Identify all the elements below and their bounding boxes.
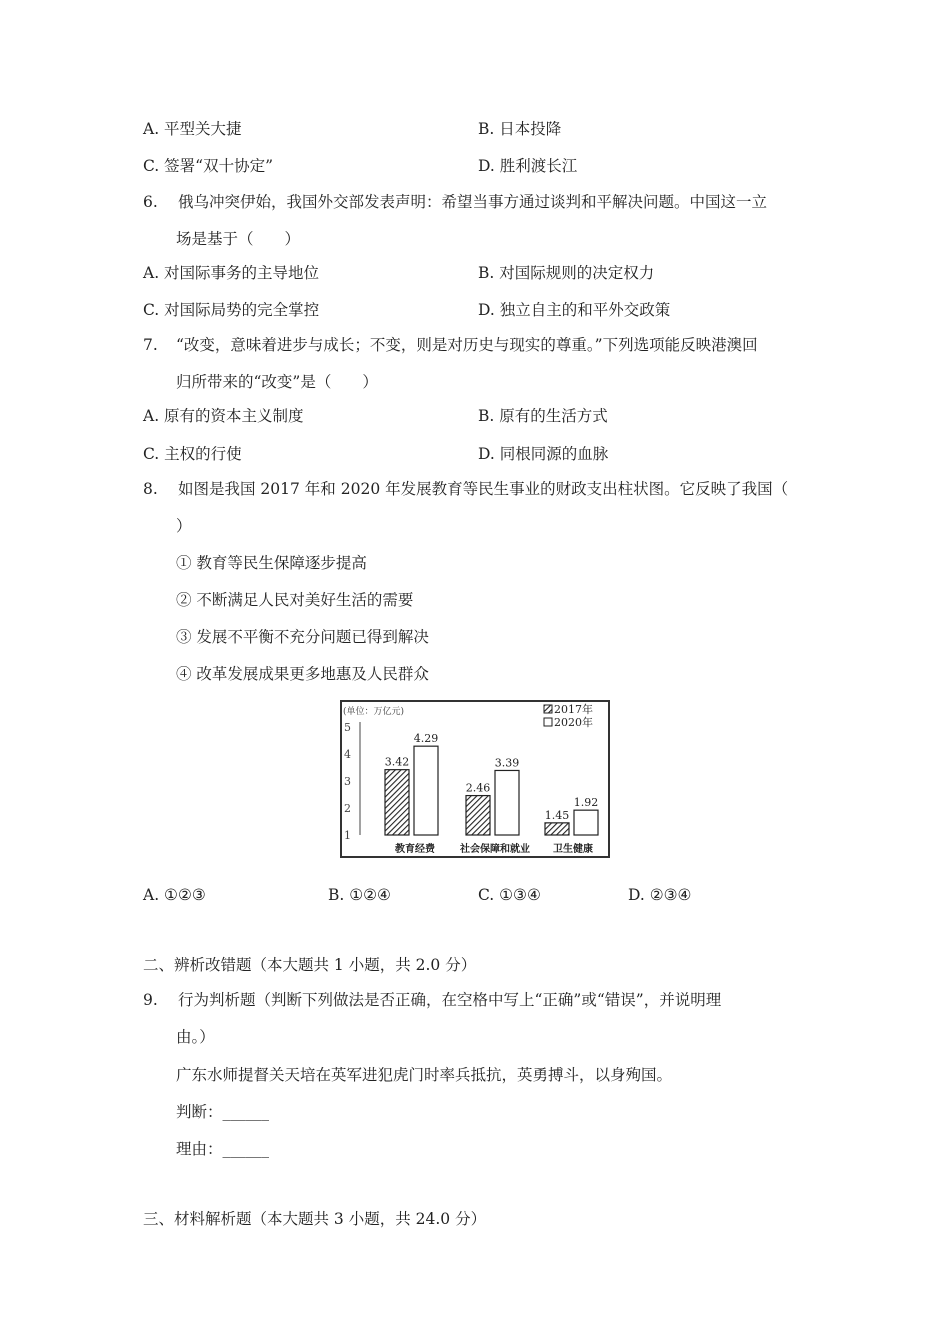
bar-value-label: 3.42 [384,755,410,769]
bar-2020 [574,810,598,835]
q8-option-a: A. ①②③ [143,886,206,904]
q9-judge-blank: 判断：______ [176,1103,270,1121]
category-label: 卫生健康 [553,844,593,855]
category-label: 教育经费 [395,844,435,855]
q6-stem-line2: 场是基于（ ） [176,230,301,248]
bars-group [385,732,599,835]
q9-reason-blank: 理由：______ [176,1140,270,1158]
q8-stem-line2: ） [176,517,192,535]
q5-option-b: B. 日本投降 [478,120,562,138]
q5-option-d: D. 胜利渡长江 [478,157,578,175]
legend-2017-swatch [544,705,552,713]
y-tick-label: 1 [344,829,351,842]
q8-statement-4: ④ 改革发展成果更多地惠及人民群众 [176,665,429,683]
bar-2017 [545,823,569,835]
q6-option-d: D. 独立自主的和平外交政策 [478,301,671,319]
legend-2020-swatch [544,718,552,726]
q8-statement-1: ① 教育等民生保障逐步提高 [176,554,367,572]
bar-value-label: 3.39 [494,756,520,770]
q7-option-c: C. 主权的行使 [143,445,242,463]
bar-2020 [414,746,438,835]
q7-option-b: B. 原有的生活方式 [478,407,608,425]
q8-statement-3: ③ 发展不平衡不充分问题已得到解决 [176,628,429,646]
q7-option-a: A. 原有的资本主义制度 [143,407,304,425]
bar-2017 [385,770,409,835]
section2-title: 二、辨析改错题（本大题共 1 小题，共 2.0 分） [143,956,477,974]
bar-value-label: 1.45 [544,808,570,822]
legend-2017-label: 2017年 [554,703,593,716]
q8-number: 8. [143,480,158,498]
bar-chart [340,700,610,858]
q7-number: 7. [143,336,158,354]
y-tick-label: 2 [344,802,351,815]
q6-option-b: B. 对国际规则的决定权力 [478,264,655,282]
q5-option-c: C. 签署“双十协定” [143,157,274,175]
q9-statement: 广东水师提督关天培在英军进犯虎门时率兵抵抗，英勇搏斗，以身殉国。 [176,1066,673,1084]
q6-number: 6. [143,193,158,211]
q6-option-a: A. 对国际事务的主导地位 [143,264,320,282]
q8-stem-line1: 如图是我国 2017 年和 2020 年发展教育等民生事业的财政支出柱状图。它反映了我国（ [178,480,789,498]
category-label: 社会保障和就业 [460,844,530,855]
q7-stem-line2: 归所带来的“改变”是（ ） [176,373,378,391]
y-tick-label: 5 [344,721,351,734]
q8-option-b: B. ①②④ [328,886,391,904]
bar-value-label: 4.29 [413,732,439,746]
legend-2020-label: 2020年 [554,716,593,729]
q6-stem-line1: 俄乌冲突伊始，我国外交部发表声明：希望当事方通过谈判和平解决问题。中国这一立 [178,193,768,211]
q8-statement-2: ② 不断满足人民对美好生活的需要 [176,591,414,609]
section3-title: 三、材料解析题（本大题共 3 小题，共 24.0 分） [143,1210,487,1228]
chart-unit-label: (单位：万亿元) [343,707,405,717]
y-tick-label: 4 [344,748,351,761]
q7-stem-line1: “改变，意味着进步与成长；不变，则是对历史与现实的尊重。”下列选项能反映港澳回 [176,336,758,354]
bar-chart-svg [340,700,610,858]
q6-option-c: C. 对国际局势的完全掌控 [143,301,320,319]
bar-2017 [466,796,490,835]
q9-number: 9. [143,991,158,1009]
q7-option-d: D. 同根同源的血脉 [478,445,609,463]
q9-stem-line1: 行为判析题（判断下列做法是否正确，在空格中写上“正确”或“错误”，并说明理 [178,991,722,1009]
y-tick-label: 3 [344,775,351,788]
q8-option-d: D. ②③④ [628,886,692,904]
bar-value-label: 2.46 [465,781,491,795]
q9-stem-line2: 由。） [176,1028,215,1046]
bar-value-label: 1.92 [573,796,599,810]
q5-option-a: A. 平型关大捷 [143,120,242,138]
bar-2020 [495,770,519,835]
q8-option-c: C. ①③④ [478,886,541,904]
